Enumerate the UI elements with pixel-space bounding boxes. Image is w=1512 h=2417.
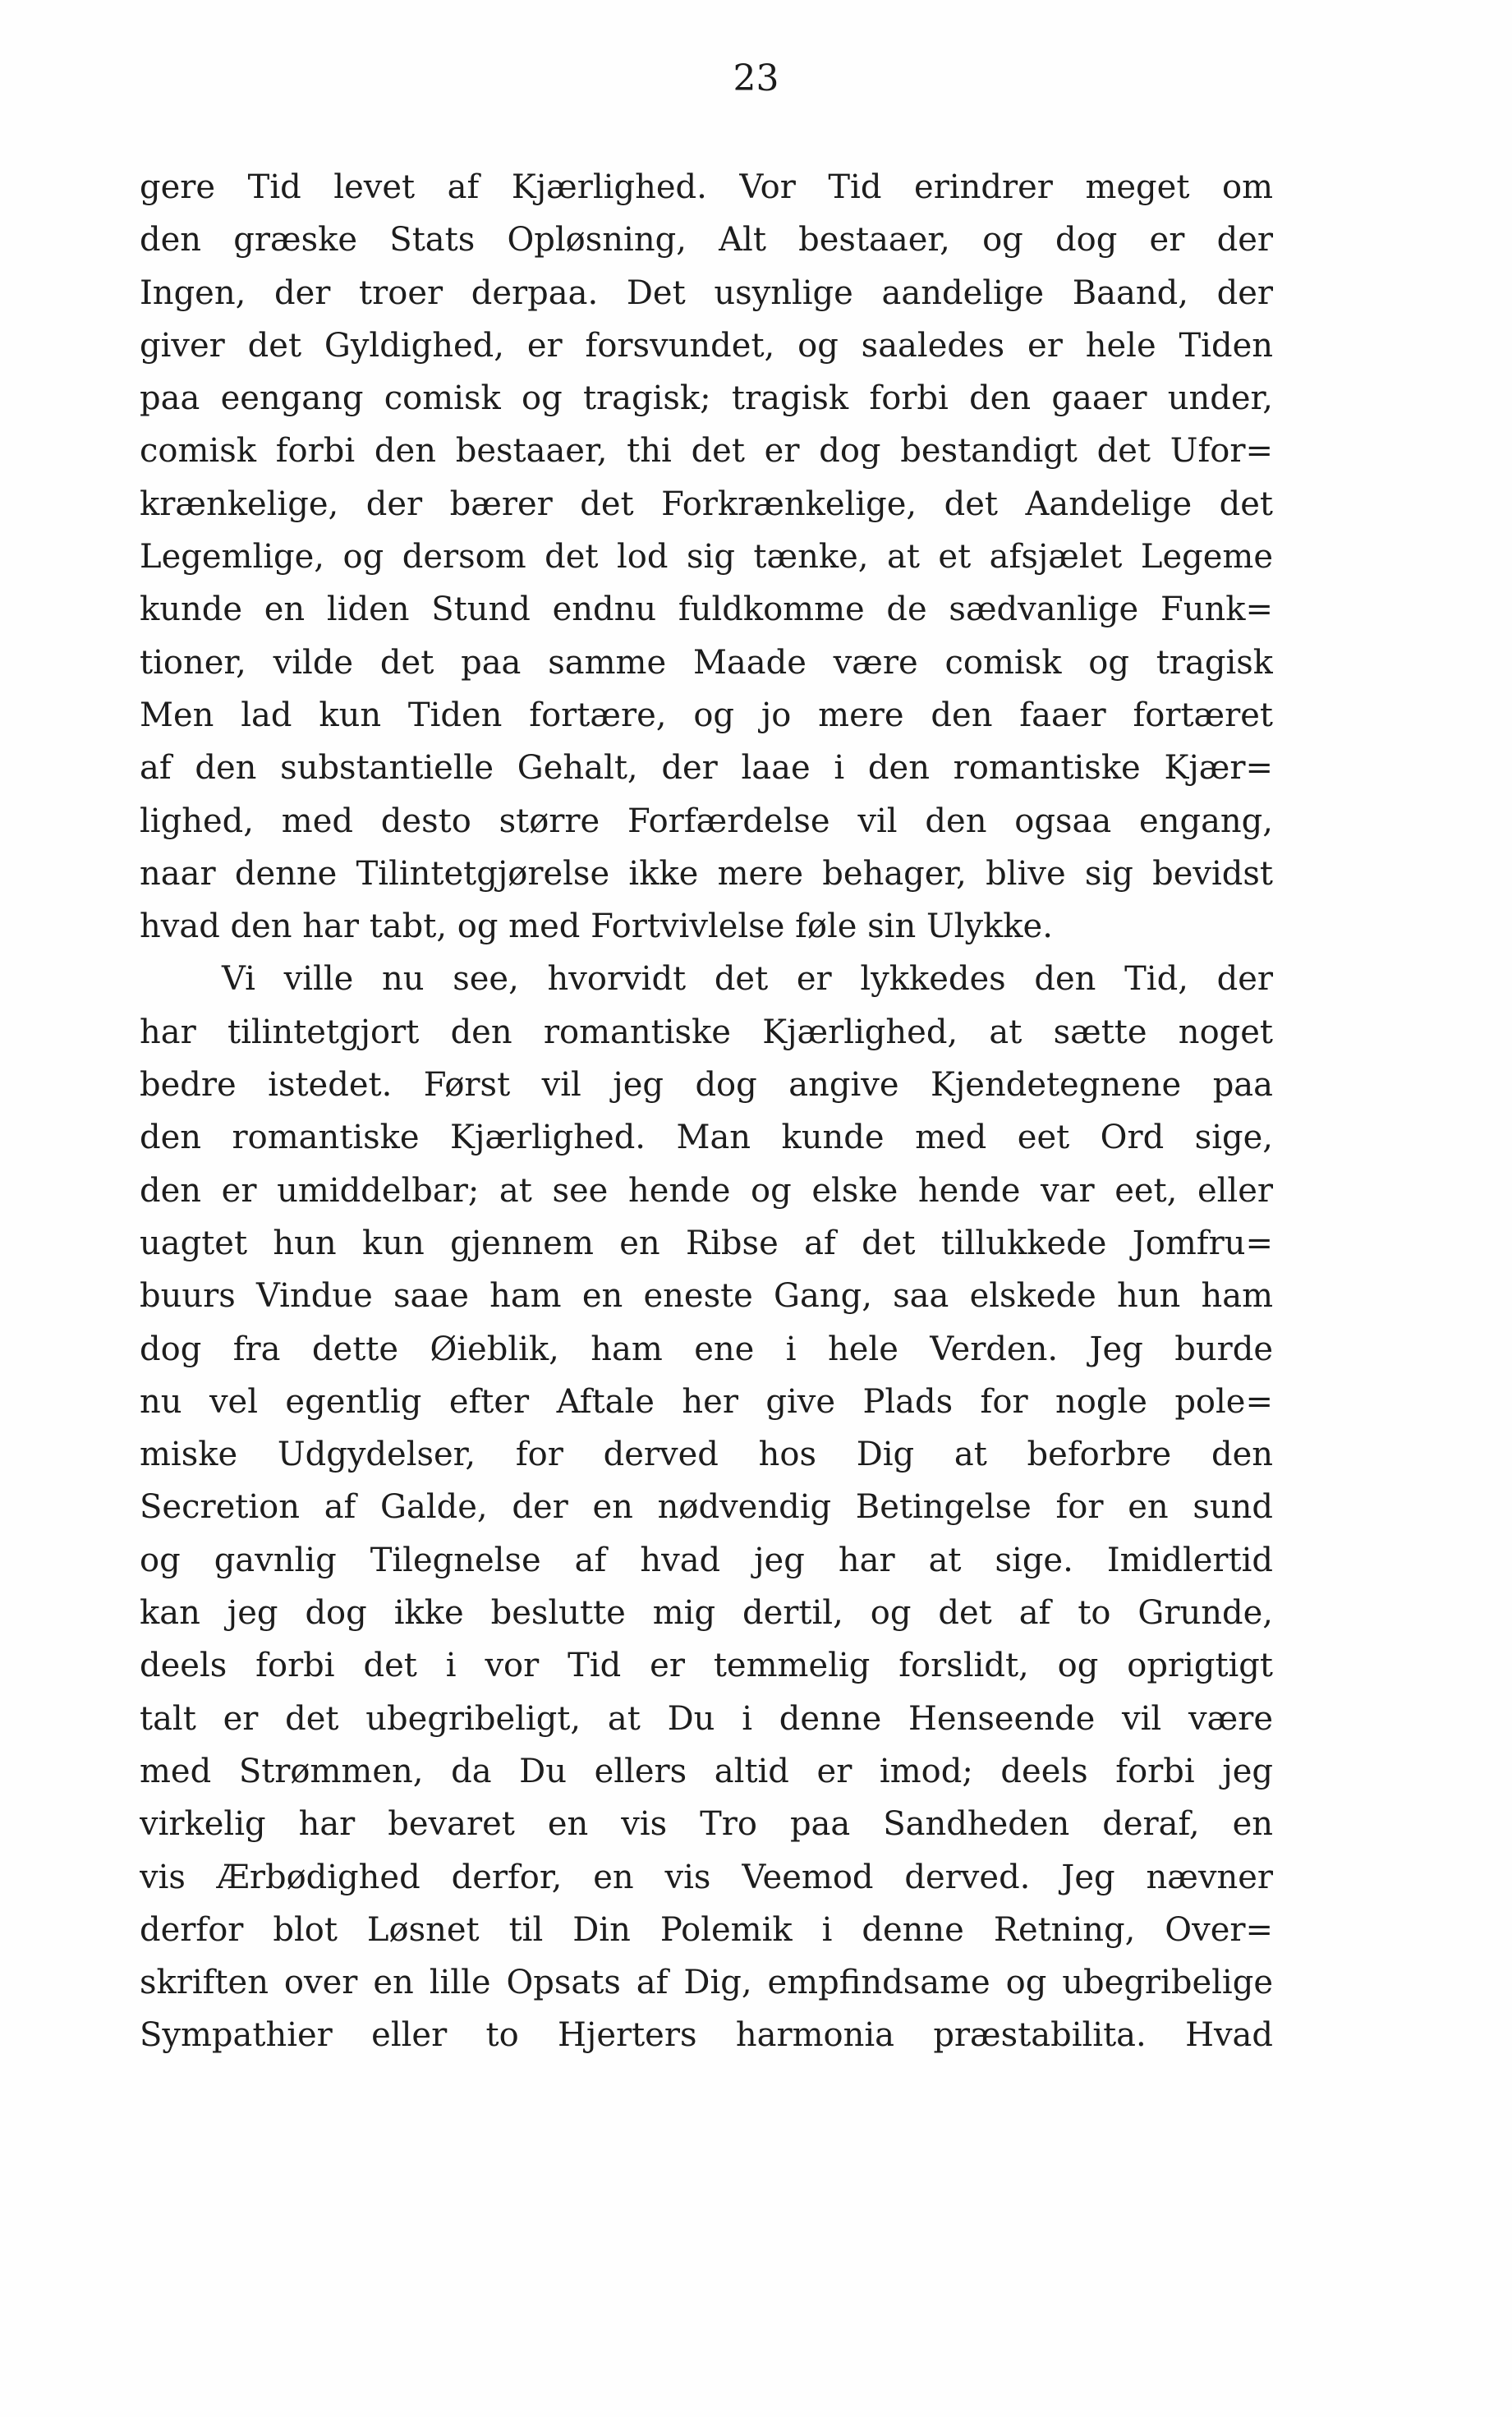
text-line: den romantiske Kjærlighed. Man kunde med eet Ord sige, bbox=[140, 1119, 1273, 1157]
text-line: vis Ærbødighed derfor, en vis Veemod derved. Jeg nævner bbox=[140, 1858, 1273, 1896]
text-line: kunde en liden Stund endnu fuldkomme de sædvanlige Funk= bbox=[140, 590, 1273, 629]
text-line: med Strømmen, da Du ellers altid er imod; deels forbi jeg bbox=[140, 1752, 1273, 1790]
text-line: Legemlige, og dersom det lod sig tænke, at et afsjælet Legeme bbox=[140, 538, 1273, 577]
text-line: buurs Vindue saae ham en eneste Gang, saa elskede hun ham bbox=[140, 1277, 1273, 1316]
text-line: uagtet hun kun gjennem en Ribse af det tillukkede Jomfru= bbox=[140, 1224, 1273, 1262]
text-line: Ingen, der troer derpaa. Det usynlige aandelige Baand, der bbox=[140, 273, 1273, 312]
text-line: paa eengang comisk og tragisk; tragisk forbi den gaaer under, bbox=[140, 379, 1273, 418]
text-line: miske Udgydelser, for derved hos Dig at beforbre den bbox=[140, 1436, 1273, 1474]
text-line: og gavnlig Tilegnelse af hvad jeg har at sige. Imidlertid bbox=[140, 1541, 1273, 1579]
text-line: Secretion af Galde, der en nødvendig Betingelse for en sund bbox=[140, 1488, 1273, 1527]
body-text bbox=[140, 161, 1273, 2062]
text-line: lighed, med desto større Forfærdelse vil den ogsaa engang, bbox=[140, 802, 1273, 840]
text-line: bedre istedet. Først vil jeg dog angive Kjendetegnene paa bbox=[140, 1066, 1273, 1105]
text-line: giver det Gyldighed, er forsvundet, og saaledes er hele Tiden bbox=[140, 326, 1273, 365]
text-line: deels forbi det i vor Tid er temmelig forslidt, og oprigtigt bbox=[140, 1647, 1273, 1685]
text-line: skriften over en lille Opsats af Dig, empfindsame og ubegribelige bbox=[140, 1964, 1273, 2002]
text-line: Vi ville nu see, hvorvidt det er lykkedes den Tid, der bbox=[222, 960, 1273, 999]
text-line: gere Tid levet af Kjærlighed. Vor Tid erindrer meget om bbox=[140, 168, 1273, 206]
text-line: virkelig har bevaret en vis Tro paa Sandheden deraf, en bbox=[140, 1805, 1273, 1844]
text-line: kan jeg dog ikke beslutte mig dertil, og det af to Grunde, bbox=[140, 1594, 1273, 1633]
text-line: dog fra dette Øieblik, ham ene i hele Verden. Jeg burde bbox=[140, 1330, 1273, 1368]
text-line: har tilintetgjort den romantiske Kjærlighed, at sætte noget bbox=[140, 1013, 1273, 1051]
text-line: derfor blot Løsnet til Din Polemik i denne Retning, Over= bbox=[140, 1910, 1273, 1949]
text-line: Sympathier eller to Hjerters harmonia præstabilita. Hvad bbox=[140, 2016, 1273, 2055]
text-line: naar denne Tilintetgjørelse ikke mere behager, blive sig bevidst bbox=[140, 854, 1273, 893]
text-line: den græske Stats Opløsning, Alt bestaaer, og dog er der bbox=[140, 221, 1273, 260]
text-line: krænkelige, der bærer det Forkrænkelige, det Aandelige det bbox=[140, 485, 1273, 523]
text-line: af den substantielle Gehalt, der laae i den romantiske Kjær= bbox=[140, 749, 1273, 788]
text-line: Men lad kun Tiden fortære, og jo mere den faaer fortæret bbox=[140, 696, 1273, 734]
text-line: den er umiddelbar; at see hende og elske hende var eet, eller bbox=[140, 1171, 1273, 1210]
text-line: comisk forbi den bestaaer, thi det er dog bestandigt det Ufor= bbox=[140, 432, 1273, 471]
text-line: hvad den har tabt, og med Fortvivlelse føle sin Ulykke. bbox=[140, 908, 1053, 946]
text-line: talt er det ubegribeligt, at Du i denne Henseende vil være bbox=[140, 1699, 1273, 1738]
text-line: nu vel egentlig efter Aftale her give Plads for nogle pole= bbox=[140, 1382, 1273, 1421]
page-number: 23 bbox=[733, 57, 779, 99]
text-line: tioner, vilde det paa samme Maade være comisk og tragisk bbox=[140, 643, 1273, 682]
